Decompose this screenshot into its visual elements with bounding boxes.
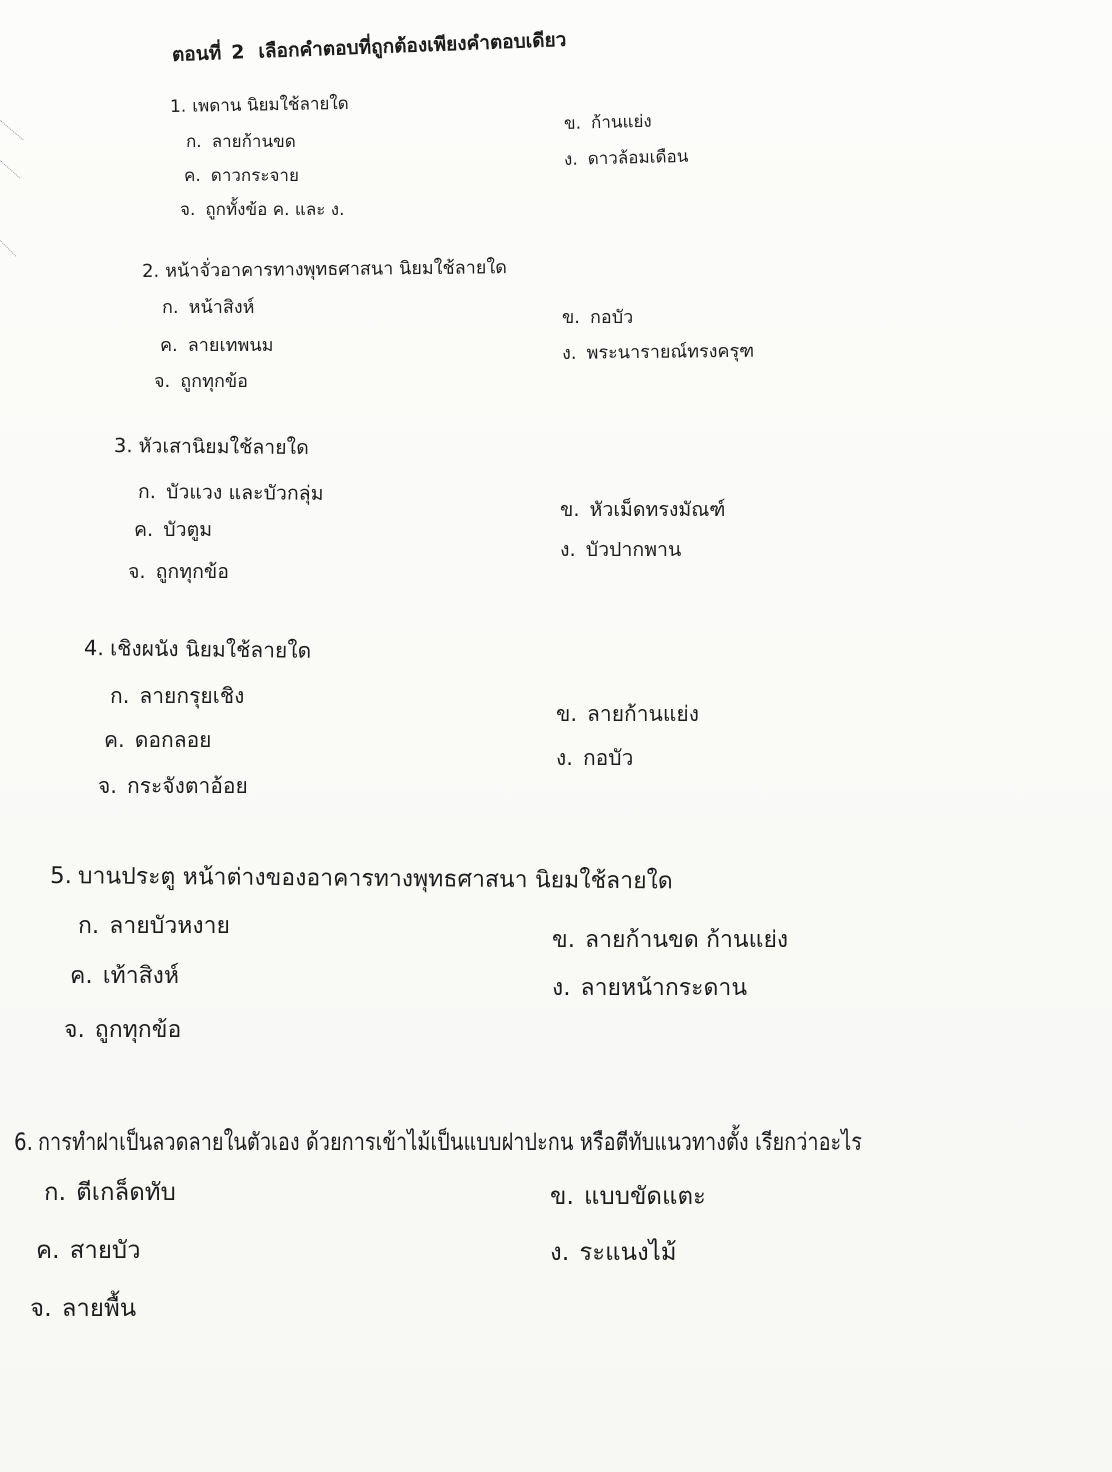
question-6-option-e[interactable] [30, 1288, 136, 1327]
option-text: ก้านแย่ง [590, 111, 652, 134]
option-key: ก. [110, 684, 130, 708]
question-1-option-b[interactable] [564, 108, 652, 137]
question-3-option-a[interactable] [138, 476, 324, 509]
option-text: ถูกทั้งข้อ ค. และ ง. [205, 200, 345, 220]
option-key: จ. [64, 1017, 85, 1043]
question-text: หัวเสานิยมใช้ลายใด [138, 434, 309, 460]
option-key: ก. [137, 480, 157, 504]
question-5-option-c[interactable] [70, 958, 179, 994]
option-text: ถูกทุกข้อ [94, 1017, 182, 1043]
question-text: การทำฝาเป็นลวดลายในตัวเอง ด้วยการเข้าไม้เป็นแบบฝาปะกน หรือตีทับแนวทางตั้ง เรียกว่าอะไร [37, 1128, 862, 1156]
scan-artifact-mark [0, 120, 24, 141]
option-key: ข. [560, 498, 580, 521]
option-text: หน้าสิงห์ [188, 297, 255, 318]
question-2-option-b[interactable] [562, 302, 633, 331]
question-6-option-a[interactable] [44, 1172, 176, 1211]
option-text: เท้าสิงห์ [102, 963, 180, 989]
question-4-option-e[interactable] [98, 770, 248, 803]
option-key: ข. [556, 702, 578, 726]
question-3-option-d[interactable] [560, 534, 681, 565]
question-number: 5. [49, 863, 73, 890]
option-text: หัวเม็ดทรงมัณฑ์ [589, 498, 726, 521]
option-key: ค. [184, 166, 201, 186]
question-5-option-b[interactable] [552, 922, 788, 958]
question-6-stem [14, 1122, 862, 1161]
option-text: ลายกรุยเชิง [139, 684, 245, 708]
option-key: ค. [104, 728, 125, 752]
question-6-option-d[interactable] [550, 1232, 677, 1271]
question-5-option-a[interactable] [78, 908, 230, 944]
question-6-option-c[interactable] [36, 1230, 141, 1269]
option-text: ลายก้านขด [211, 132, 296, 152]
option-text: ดอกลอย [134, 728, 212, 752]
question-3-option-c[interactable] [134, 514, 212, 545]
option-key: ก. [44, 1178, 67, 1206]
question-1-stem [170, 90, 349, 120]
option-key: ข. [563, 113, 582, 134]
question-4-option-a[interactable] [110, 680, 244, 713]
option-key: ค. [36, 1236, 60, 1264]
option-text: กระจังตาอ้อย [126, 774, 248, 798]
question-5-option-d[interactable] [552, 970, 747, 1006]
option-key: ก. [78, 913, 100, 939]
question-5-stem [50, 858, 673, 899]
question-1-option-e[interactable] [180, 196, 345, 223]
section-label: ตอนที่ [171, 42, 222, 66]
option-key: ก. [162, 297, 179, 318]
scan-artifact-mark [0, 240, 16, 257]
option-key: ง. [552, 975, 571, 1001]
option-key: ค. [134, 518, 154, 541]
option-key: ง. [563, 149, 578, 170]
option-key: ข. [550, 1182, 575, 1210]
question-text: หน้าจั่วอาคารทางพุทธศาสนา นิยมใช้ลายใด [165, 257, 507, 282]
option-key: จ. [98, 774, 117, 798]
option-text: ลายหน้ากระดาน [580, 975, 748, 1001]
scan-artifact-mark [0, 160, 20, 179]
question-number: 1. [169, 96, 187, 117]
question-6-option-b[interactable] [550, 1176, 706, 1215]
question-2-option-d[interactable] [562, 336, 754, 367]
question-1-option-c[interactable] [184, 162, 299, 189]
option-text: ตีเกล็ดทับ [76, 1178, 176, 1206]
question-text: เชิงผนัง นิยมใช้ลายใด [109, 636, 312, 663]
section-title [171, 25, 566, 70]
option-text: บัวแวง และบัวกลุ่ม [165, 480, 324, 505]
question-text: บานประตู หน้าต่างของอาคารทางพุทธศาสนา นิยมใช้ลายใด [77, 863, 673, 895]
option-text: ระแนงไม้ [579, 1238, 677, 1266]
question-number: 3. [113, 434, 133, 458]
question-number: 4. [83, 636, 105, 661]
option-text: ลายบัวหงาย [109, 913, 231, 939]
option-text: ลายก้านขด ก้านแย่ง [585, 927, 789, 953]
option-text: บัวปากพาน [585, 538, 682, 561]
option-text: ลายพื้น [61, 1294, 137, 1322]
option-text: ถูกทุกข้อ [180, 371, 248, 392]
option-key: ข. [562, 307, 581, 328]
question-2-stem [142, 252, 507, 285]
question-3-stem [114, 430, 309, 463]
option-key: จ. [30, 1294, 52, 1322]
question-4-option-d[interactable] [556, 742, 633, 775]
question-text: เพดาน นิยมใช้ลายใด [192, 93, 349, 117]
question-1-option-a[interactable] [186, 128, 296, 155]
option-key: ก. [186, 132, 202, 152]
question-3-option-e[interactable] [128, 556, 229, 587]
question-4-option-b[interactable] [556, 698, 699, 731]
option-text: ดาวล้อมเดือน [587, 146, 689, 170]
option-text: แบบขัดแตะ [584, 1182, 706, 1210]
question-2-option-e[interactable] [154, 366, 248, 395]
question-5-option-e[interactable] [64, 1012, 181, 1048]
option-key: ค. [70, 963, 93, 989]
option-key: จ. [180, 200, 196, 220]
option-text: ลายก้านแย่ง [587, 702, 699, 726]
option-text: ดาวกระจาย [210, 166, 299, 186]
question-4-stem [84, 632, 312, 668]
option-text: พระนารายณ์ทรงครุฑ [586, 340, 755, 364]
option-key: ง. [556, 746, 573, 770]
option-text: ลายเทพนม [187, 335, 274, 356]
option-key: ง. [560, 538, 576, 561]
option-key: ข. [552, 927, 576, 953]
option-text: สายบัว [69, 1236, 141, 1264]
option-key: ง. [561, 342, 577, 364]
option-key: จ. [154, 371, 171, 392]
option-text: บัวตูม [163, 518, 213, 541]
question-1-option-d[interactable] [564, 143, 689, 173]
option-key: ค. [160, 335, 178, 356]
option-text: กอบัว [590, 307, 634, 328]
option-text: ถูกทุกข้อ [155, 560, 229, 583]
option-key: ง. [550, 1238, 570, 1266]
section-instruction: เลือกคำตอบที่ถูกต้องเพียงคำตอบเดียว [258, 28, 567, 63]
question-2-option-c[interactable] [160, 330, 274, 359]
question-number: 2. [141, 260, 160, 282]
question-2-option-a[interactable] [162, 292, 255, 321]
section-number: 2 [230, 41, 245, 64]
question-4-option-c[interactable] [104, 724, 212, 757]
option-key: จ. [128, 560, 146, 583]
question-3-option-b[interactable] [560, 494, 726, 525]
question-number: 6. [14, 1128, 34, 1156]
option-text: กอบัว [582, 746, 634, 770]
